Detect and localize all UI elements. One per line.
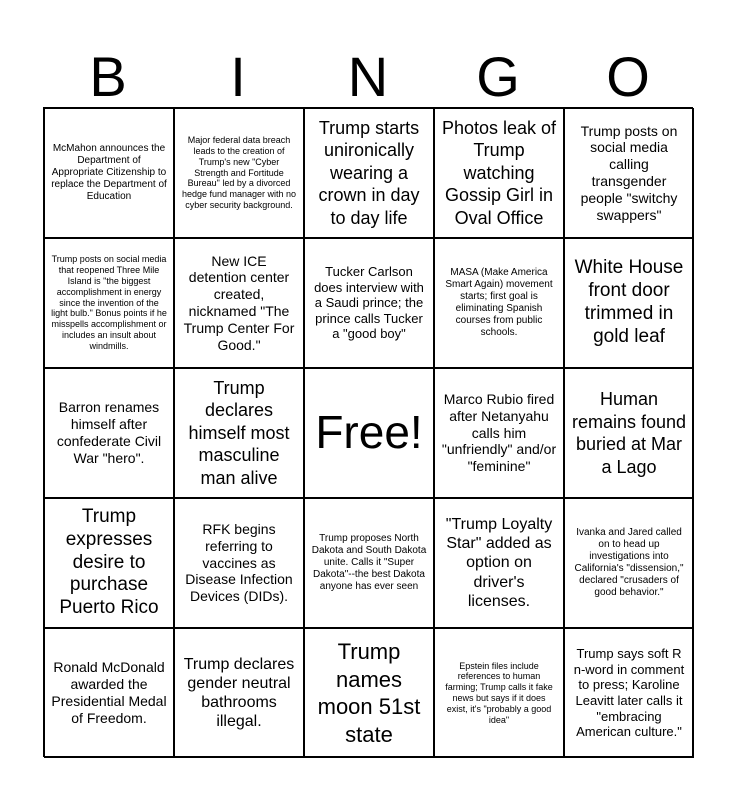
bingo-cell[interactable]: Trump expresses desire to purchase Puerto Rico <box>44 498 174 628</box>
bingo-cell[interactable]: Major federal data breach leads to the creation of Trump's new "Cyber Strength and Fortitude Bureau" led by a divorced hedge fund manager with no cyber security background. <box>174 108 304 238</box>
bingo-cell[interactable]: "Trump Loyalty Star" added as option on driver's licenses. <box>434 498 564 628</box>
header-letter-n: N <box>347 45 389 108</box>
bingo-cell[interactable]: Photos leak of Trump watching Gossip Girl in Oval Office <box>434 108 564 238</box>
bingo-cell[interactable]: Trump names moon 51st state <box>304 628 434 758</box>
header-letter-g: G <box>476 45 520 108</box>
bingo-cell[interactable]: McMahon announces the Department of Appropriate Citizenship to replace the Department of Education <box>44 108 174 238</box>
bingo-cell[interactable]: Trump proposes North Dakota and South Dakota unite. Calls it "Super Dakota"--the best Dakota anyone has ever seen <box>304 498 434 628</box>
bingo-cell[interactable]: MASA (Make America Smart Again) movement starts; first goal is eliminating Spanish courses from public schools. <box>434 238 564 368</box>
bingo-cell[interactable]: Ronald McDonald awarded the Presidential Medal of Freedom. <box>44 628 174 758</box>
bingo-cell[interactable]: New ICE detention center created, nicknamed "The Trump Center For Good." <box>174 238 304 368</box>
bingo-cell[interactable]: Trump declares gender neutral bathrooms illegal. <box>174 628 304 758</box>
header-letter-b: B <box>89 45 127 108</box>
bingo-cell[interactable]: Ivanka and Jared called on to head up investigations into California's "dissension," declared "crusaders of good behavior." <box>564 498 694 628</box>
bingo-cell[interactable]: RFK begins referring to vaccines as Disease Infection Devices (DIDs). <box>174 498 304 628</box>
bingo-cell[interactable]: Trump posts on social media that reopened Three Mile Island is "the biggest accomplishment in energy since the invention of the light bulb." Bonus points if he misspells accomplishment or includes an insult about windmills. <box>44 238 174 368</box>
bingo-cell[interactable]: White House front door trimmed in gold leaf <box>564 238 694 368</box>
bingo-cell[interactable]: Human remains found buried at Mar a Lago <box>564 368 694 498</box>
bingo-cell[interactable]: Barron renames himself after confederate Civil War "hero". <box>44 368 174 498</box>
bingo-header <box>43 44 693 106</box>
bingo-cell[interactable]: Marco Rubio fired after Netanyahu calls him "unfriendly" and/or "feminine" <box>434 368 564 498</box>
header-letter-o: O <box>606 45 650 108</box>
bingo-cell[interactable]: Trump starts unironically wearing a crown in day to day life <box>304 108 434 238</box>
bingo-cell[interactable]: Trump posts on social media calling transgender people "switchy swappers" <box>564 108 694 238</box>
bingo-cell[interactable]: Tucker Carlson does interview with a Saudi prince; the prince calls Tucker a "good boy" <box>304 238 434 368</box>
bingo-cell[interactable]: Trump says soft R n-word in comment to press; Karoline Leavitt later calls it "embracing American culture." <box>564 628 694 758</box>
bingo-cell[interactable]: Trump declares himself most masculine man alive <box>174 368 304 498</box>
bingo-cell[interactable]: Epstein files include references to human farming; Trump calls it fake news but says if it does exist, it's "probably a good idea" <box>434 628 564 758</box>
header-letter-i: I <box>230 45 246 108</box>
free-space[interactable]: Free! <box>304 368 434 498</box>
bingo-board <box>43 107 693 757</box>
